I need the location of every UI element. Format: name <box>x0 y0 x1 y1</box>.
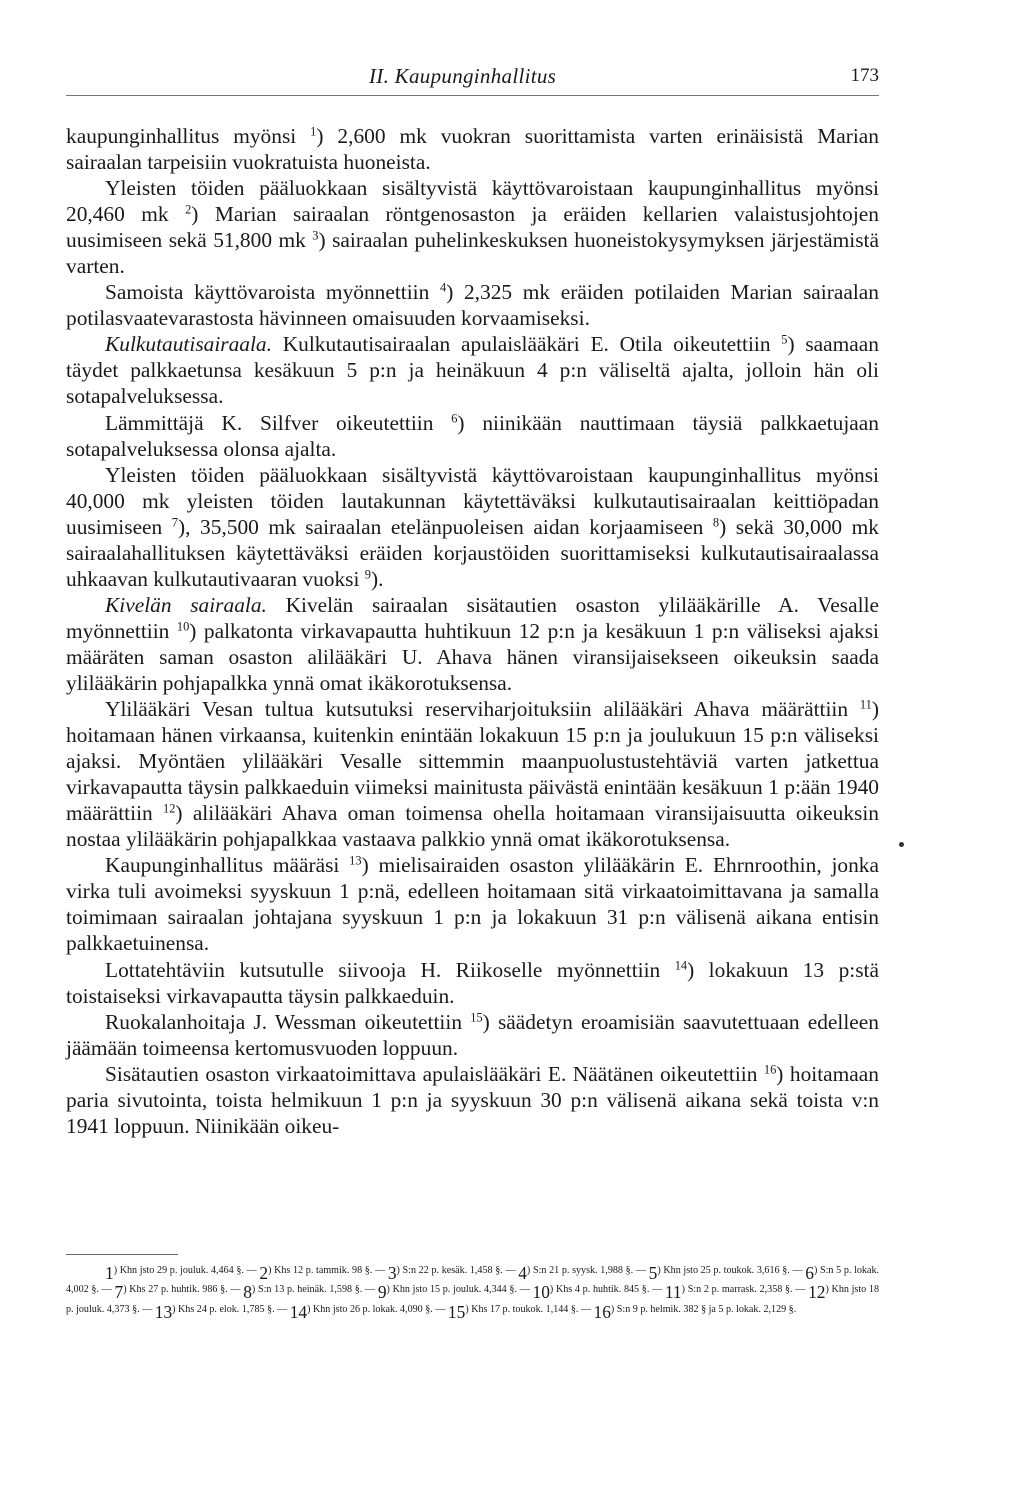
footnote-ref: 11 <box>859 697 872 712</box>
text-run: ), 35,500 mk sairaalan etelänpuoleisen aidan korjaamiseen <box>178 514 713 539</box>
body-text <box>66 123 879 1139</box>
footnote-ref: 2 <box>185 202 192 217</box>
paragraph <box>66 331 879 409</box>
text-run: ) palkatonta virkavapautta huhtikuun 12 p:n ja kesäkuun 1 p:n väliseksi ajaksi määräten saman osaston alilääkäri U. Ahava hänen viransijaisekseen oikeuksin saada ylilääkärin pohjapalkka ynnä omat ikäkorotuksensa. <box>66 618 879 695</box>
paragraph <box>66 852 879 956</box>
footnote-ref: 9 <box>364 567 371 582</box>
footnote-ref: ) Khn jsto 25 p. toukok. 3,616 §. — <box>657 1264 806 1276</box>
footnote-ref: ) Khs 4 p. huhtik. 845 §. — <box>549 1284 665 1296</box>
section-heading: Kivelän sairaala. <box>105 592 267 617</box>
text-run: Yleisten töiden pääluokkaan sisältyvistä käyttövaroistaan kaupunginhallitus myönsi 20,460 mk <box>66 176 879 227</box>
footnote-ref: 10 <box>176 619 190 634</box>
footnote-ref: ) S:n 2 p. marrask. 2,358 §. — <box>681 1284 809 1296</box>
footnote-ref: ) Khn jsto 26 p. lokak. 4,090 §. — <box>307 1303 448 1315</box>
margin-mark <box>899 842 904 847</box>
text-run: ) säädetyn eroamisiän saavutettuaan edelleen jäämään toimeensa kertomusvuoden loppuun. <box>66 1009 879 1060</box>
text-run: 5 <box>648 1263 658 1283</box>
footnote-ref: 15 <box>470 1009 483 1024</box>
text-run: 15 <box>447 1301 466 1322</box>
footnote-ref: ) Khn jsto 15 p. jouluk. 4,344 §. — <box>386 1284 533 1296</box>
text-run: 8 <box>243 1282 252 1303</box>
footnote-ref: 6 <box>451 410 458 425</box>
text-run: 6 <box>805 1263 814 1283</box>
text-run: ) niinikään nauttimaan täysiä palkkaetujaan sotapalveluksessa olonsa ajalta. <box>66 410 879 461</box>
text-run: 12 <box>808 1282 826 1303</box>
text-run: 4 <box>518 1263 527 1283</box>
text-run: 2 <box>259 1263 269 1283</box>
text-run: ) sairaalan puhelinkeskuksen huoneistokysymyksen järjestämistä varten. <box>66 228 879 279</box>
text-run: Lottatehtäviin kutsutulle siivooja H. Riikoselle myönnettiin <box>105 957 675 982</box>
text-run: 9 <box>377 1282 387 1303</box>
paragraph <box>66 1061 879 1139</box>
paragraph <box>66 123 879 175</box>
text-run: Sisätautien osaston virkaatoimittava apulaislääkäri E. Näätänen oikeutettiin <box>105 1061 764 1086</box>
text-run: ) sekä 30,000 mk sairaalahallituksen käytettäväksi eräiden korjaustöiden suorittamiseksi kulkutautisairaalassa uhkaavan kulkutautivaaran vuoksi <box>66 514 879 591</box>
footnote-ref: ) S:n 13 p. heinäk. 1,598 §. — <box>251 1284 378 1296</box>
footnote-ref: ) Khs 17 p. toukok. 1,144 §. — <box>465 1303 594 1315</box>
text-run: ) hoitamaan hänen virkaansa, kuitenkin enintään lokakuun 15 p:n ja joulukuun 15 p:n väliseksi ajaksi. Myöntäen ylilääkäri Vesalle sittemmin maanpuolustustehtäviä varten jatkettua virkavapautta täysin palkkaeduin viimeksi mainitusta päivästä enintään kesäkuun 1 p:ään 1940 määrättiin <box>66 697 879 826</box>
footnote-ref: 7 <box>171 515 178 530</box>
footnote-ref: 4 <box>439 280 447 295</box>
text-run: 3 <box>387 1263 397 1283</box>
text-run: ) saamaan täydet palkkaetunsa kesäkuun 5 p:n ja heinäkuun 4 p:n väliseltä ajalta, jolloin hän oli sotapalveluksessa. <box>66 332 879 409</box>
text-run: ). <box>371 566 384 591</box>
text-run: ) lokakuun 13 p:stä toistaiseksi virkavapautta täysin palkkaeduin. <box>66 957 879 1008</box>
text-run: 1 <box>105 1263 114 1283</box>
footnote-ref: ) Khs 27 p. huhtik. 986 §. — <box>123 1284 244 1296</box>
footnote-ref: 14 <box>674 957 688 972</box>
paragraph <box>66 279 879 331</box>
text-run: 11 <box>664 1282 682 1303</box>
footnote-ref: 12 <box>163 801 176 816</box>
footnote-ref: ) S:n 5 p. lokak. 4,002 §. — <box>66 1264 879 1296</box>
paragraph <box>66 957 879 1009</box>
footnote-ref: 3 <box>312 228 319 243</box>
footnote-ref: 8 <box>712 515 720 530</box>
text-run: ) mielisairaiden osaston ylilääkärin E. Ehrnroothin, jonka virka tuli avoimeksi syyskuun 1 p:nä, edelleen hoitamaan sitä virkaatoimittavana ja samalla toimimaan sairaalan johtajana syyskuun 1 p:n ja lokakuun 31 p:n välisenä aikana entisin palkkaetuinensa. <box>66 853 880 956</box>
footnote-ref: ) S:n 21 p. syysk. 1,988 §. — <box>526 1264 649 1276</box>
text-run: Yleisten töiden pääluokkaan sisältyvistä käyttövaroistaan kaupunginhallitus myönsi 40,000 mk yleisten töiden lautakunnan käytettäväksi kulkutautisairaalan keittiöpadan uusimiseen <box>66 462 879 539</box>
paragraph <box>66 696 879 852</box>
text-run: 13 <box>154 1301 173 1322</box>
page-number: 173 <box>850 65 879 86</box>
text-run: ) hoitamaan paria sivutointa, toista helmikuun 1 p:n ja syyskuun 30 p:n välisenä aikana sekä toista v:n 1941 loppuun. Niinikään oikeu- <box>66 1061 879 1138</box>
paragraph <box>66 410 879 462</box>
footnote-ref: ) Khs 24 p. elok. 1,785 §. — <box>172 1303 290 1315</box>
text-run: Kivelän sairaalan sisätautien osaston ylilääkärille A. Vesalle myönnettiin <box>66 592 880 643</box>
text-run: 10 <box>532 1282 550 1303</box>
footnote-ref: 1 <box>310 124 317 139</box>
paragraph <box>66 1009 879 1061</box>
footnote-ref: ) Khn jsto 29 p. jouluk. 4,464 §. — <box>113 1264 260 1276</box>
text-run: Lämmittäjä K. Silfver oikeutettiin <box>105 410 452 435</box>
footnotes <box>66 1264 879 1322</box>
text-run: Samoista käyttövaroista myönnettiin <box>105 280 440 305</box>
footnote-ref: ) S:n 22 p. kesäk. 1,458 §. — <box>396 1264 519 1276</box>
text-run: ) 2,325 mk eräiden potilaiden Marian sairaalan potilasvaatevarastosta hävinneen omaisuuden korvaamiseksi. <box>66 280 879 331</box>
footnote-ref: ) S:n 9 p. helmik. 382 § ja 5 p. lokak. 2,129 §. <box>610 1303 797 1315</box>
text-run: Ylilääkäri Vesan tultua kutsutuksi reserviharjoituksiin alilääkäri Ahava määrättiin <box>105 697 860 722</box>
header-rule <box>66 95 879 96</box>
text-run: 16 <box>593 1301 611 1322</box>
text-run: Kulkutautisairaalan apulaislääkäri E. Otila oikeutettiin <box>271 332 782 357</box>
footnote-ref: 5 <box>781 332 788 347</box>
text-run: 7 <box>114 1282 124 1303</box>
text-run: kaupunginhallitus myönsi <box>66 124 311 148</box>
paragraph <box>66 592 879 696</box>
paragraph <box>66 462 879 592</box>
page-header <box>66 62 879 96</box>
text-run: 14 <box>289 1301 308 1322</box>
footnote-ref: ) Khn jsto 18 p. jouluk. 4,373 §. — <box>66 1284 879 1315</box>
running-head: II. Kaupunginhallitus <box>369 64 557 88</box>
footnote-rule <box>66 1254 178 1255</box>
text-run: ) 2,600 mk vuokran suorittamista varten erinäisistä Marian sairaalan tarpeisiin vuokratuista huoneista. <box>66 124 879 175</box>
paragraph <box>66 175 879 279</box>
footnote-ref: 13 <box>349 853 362 868</box>
footnote-ref: ) Khs 12 p. tammik. 98 §. — <box>268 1264 388 1276</box>
text-run: Ruokalanhoitaja J. Wessman oikeutettiin <box>105 1009 471 1034</box>
text-run: Kaupunginhallitus määräsi <box>105 853 350 878</box>
text-run: ) Marian sairaalan röntgenosaston ja eräiden kellarien valaistusjohtojen uusimiseen sekä 51,800 mk <box>66 202 879 253</box>
footnote-ref: 16 <box>763 1062 777 1076</box>
text-run: ) alilääkäri Ahava oman toimensa ohella hoitamaan viransijaisuutta oikeuksin nostaa ylilääkärin pohjapalkkaa vastaava palkkio ynnä omat ikäkorotuksensa. <box>66 801 879 852</box>
footnote-paragraph <box>66 1264 879 1322</box>
section-heading: Kulkutautisairaala. <box>105 332 272 357</box>
